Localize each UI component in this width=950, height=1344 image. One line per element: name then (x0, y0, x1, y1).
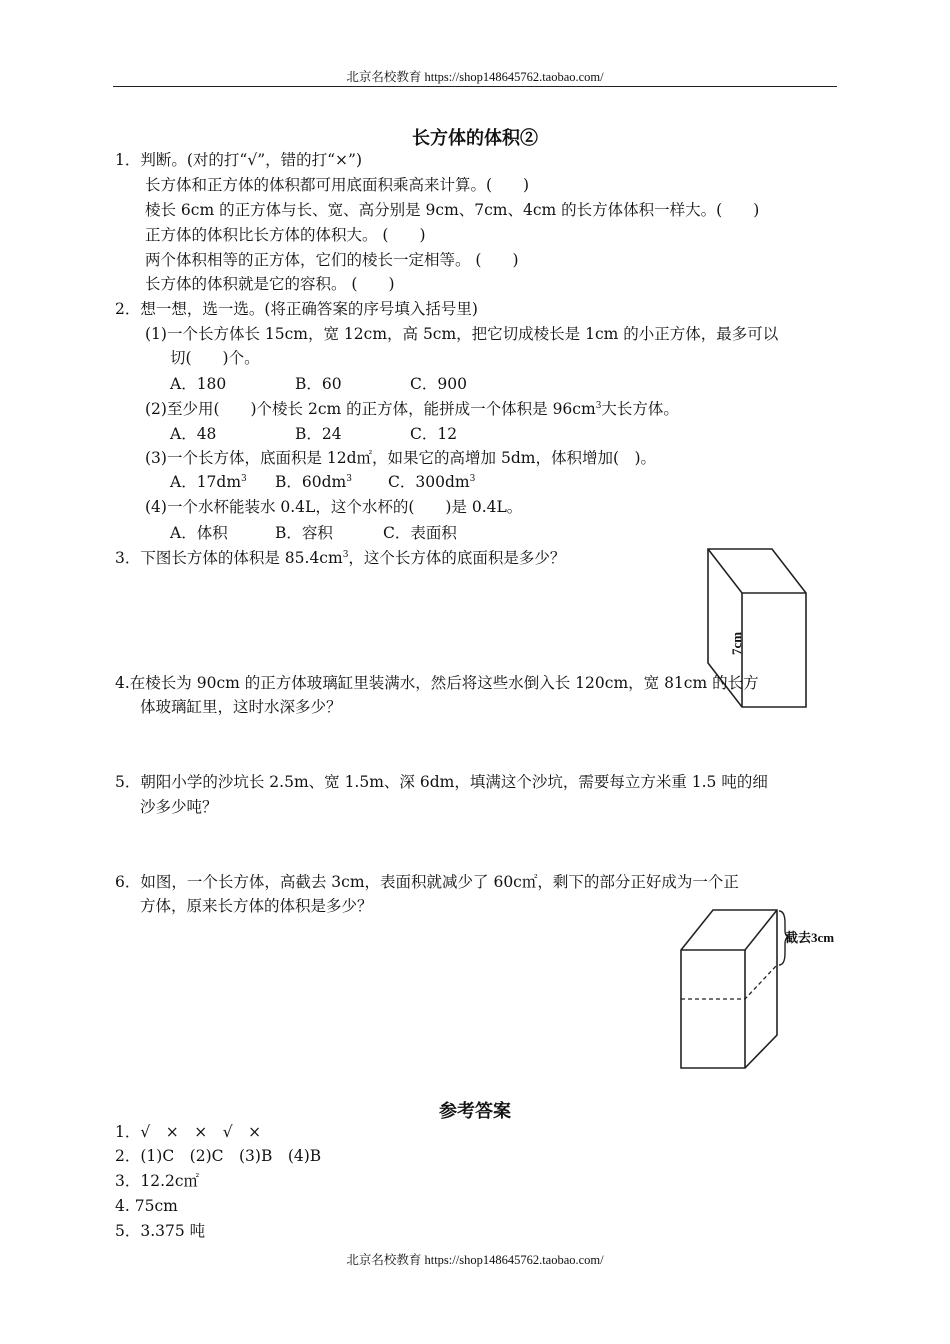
answer-5: 5．3.375 吨 (115, 1222, 206, 1240)
answer-1: 1．√ × × √ × (115, 1123, 262, 1141)
q4-line1: 4.在棱长为 90cm 的正方体玻璃缸里装满水，然后将这些水倒入长 120cm，宽 81cm 的长方 (115, 674, 759, 692)
q2-1-option-b: B．60 (295, 375, 342, 393)
page-title: 长方体的体积② (412, 128, 538, 149)
q2-1-option-c: C．900 (410, 375, 467, 393)
page-header: 北京名校教育 https://shop148645762.taobao.com/ (346, 70, 604, 84)
page-footer: 北京名校教育 https://shop148645762.taobao.com/ (346, 1253, 604, 1267)
q4-line2: 体玻璃缸里，这时水深多少？ (140, 698, 342, 716)
q2-3-option-c-sup: 3 (469, 474, 476, 484)
q2-3-line: (3)一个长方体，底面积是 12d㎡，如果它的高增加 5dm，体积增加( )。 (145, 449, 657, 467)
q2-3-option-a (170, 472, 247, 492)
q3-text-end: ，这个长方体的底面积是多少？ (348, 549, 566, 567)
q1-prompt: 1．判断。(对的打“√”，错的打“×”) (115, 151, 363, 169)
q6-cuboid-figure (675, 905, 850, 1075)
q2-3-option-c-text: C．300dm (388, 473, 470, 491)
q6-cuboid-outline (681, 910, 777, 1068)
answer-2: 2．(1)C (2)C (3)B (4)B (115, 1147, 322, 1165)
q3-cuboid-top-edges (708, 549, 806, 593)
q3-line (115, 548, 565, 568)
q3-text: 3．下图长方体的体积是 85.4cm (115, 549, 343, 567)
answers-title: 参考答案 (439, 1101, 511, 1122)
q1-item-4: 两个体积相等的正方体，它们的棱长一定相等。 ( ) (145, 251, 519, 269)
q1-item-1: 长方体和正方体的体积都可用底面积乘高来计算。( ) (145, 176, 530, 194)
q1-item-5: 长方体的体积就是它的容积。 ( ) (145, 275, 395, 293)
q2-3-option-b-sup: 3 (346, 474, 352, 484)
q6-cut-line (681, 965, 777, 999)
q6-cut-label: 截去3cm (785, 930, 835, 945)
q2-1-line2: 切( )个。 (170, 349, 260, 367)
answer-4: 4. 75cm (115, 1197, 178, 1215)
q2-4-option-a: A．体积 (170, 524, 228, 542)
q2-2-text: (2)至少用( )个棱长 2cm 的正方体，能拼成一个体积是 96cm (145, 400, 596, 418)
q2-2-option-b: B．24 (295, 425, 342, 443)
q6-cuboid-top-edges (681, 910, 777, 950)
q2-1-option-a: A．180 (170, 375, 227, 393)
q2-1-line1: (1)一个长方体长 15cm，宽 12cm，高 5cm，把它切成棱长是 1cm 的小正方体，最多可以 (145, 325, 779, 343)
q2-3-option-a-sup: 3 (241, 474, 247, 484)
q2-2-option-a: A．48 (170, 425, 217, 443)
q2-4-option-b: B．容积 (275, 524, 333, 542)
q2-prompt: 2．想一想，选一选。(将正确答案的序号填入括号里) (115, 300, 478, 318)
q2-3-option-c (388, 472, 475, 492)
q2-3-option-b-text: B．60dm (275, 473, 347, 491)
answer-3: 3．12.2c㎡ (115, 1172, 200, 1190)
q2-2-line (145, 399, 679, 419)
q2-2-option-c: C．12 (410, 425, 458, 443)
header-rule (113, 86, 837, 87)
q1-item-3: 正方体的体积比长方体的体积大。 ( ) (145, 226, 426, 244)
q3-superscript: 3 (342, 550, 349, 560)
q2-2-superscript: 3 (595, 401, 602, 411)
q2-4-line: (4)一个水杯能装水 0.4L，这个水杯的( )是 0.4L。 (145, 498, 523, 516)
q2-4-option-c: C．表面积 (383, 524, 457, 542)
q2-2-text-end: 大长方体。 (601, 400, 679, 418)
q3-height-label: 7cm (729, 631, 744, 655)
q6-line2: 方体，原来长方体的体积是多少？ (140, 897, 373, 915)
q2-3-option-a-text: A．17dm (170, 473, 242, 491)
q5-line1: 5．朝阳小学的沙坑长 2.5m、宽 1.5m、深 6dm，填满这个沙坑，需要每立方米重 1.5 吨的细 (115, 773, 768, 791)
q2-3-option-b (275, 472, 352, 492)
q5-line2: 沙多少吨？ (140, 798, 218, 816)
q6-line1: 6．如图，一个长方体，高截去 3cm，表面积就减少了 60c㎡，剩下的部分正好成为一个正 (115, 873, 739, 891)
q1-item-2: 棱长 6cm 的正方体与长、宽、高分别是 9cm、7cm、4cm 的长方体体积一样大。( ) (145, 201, 760, 219)
